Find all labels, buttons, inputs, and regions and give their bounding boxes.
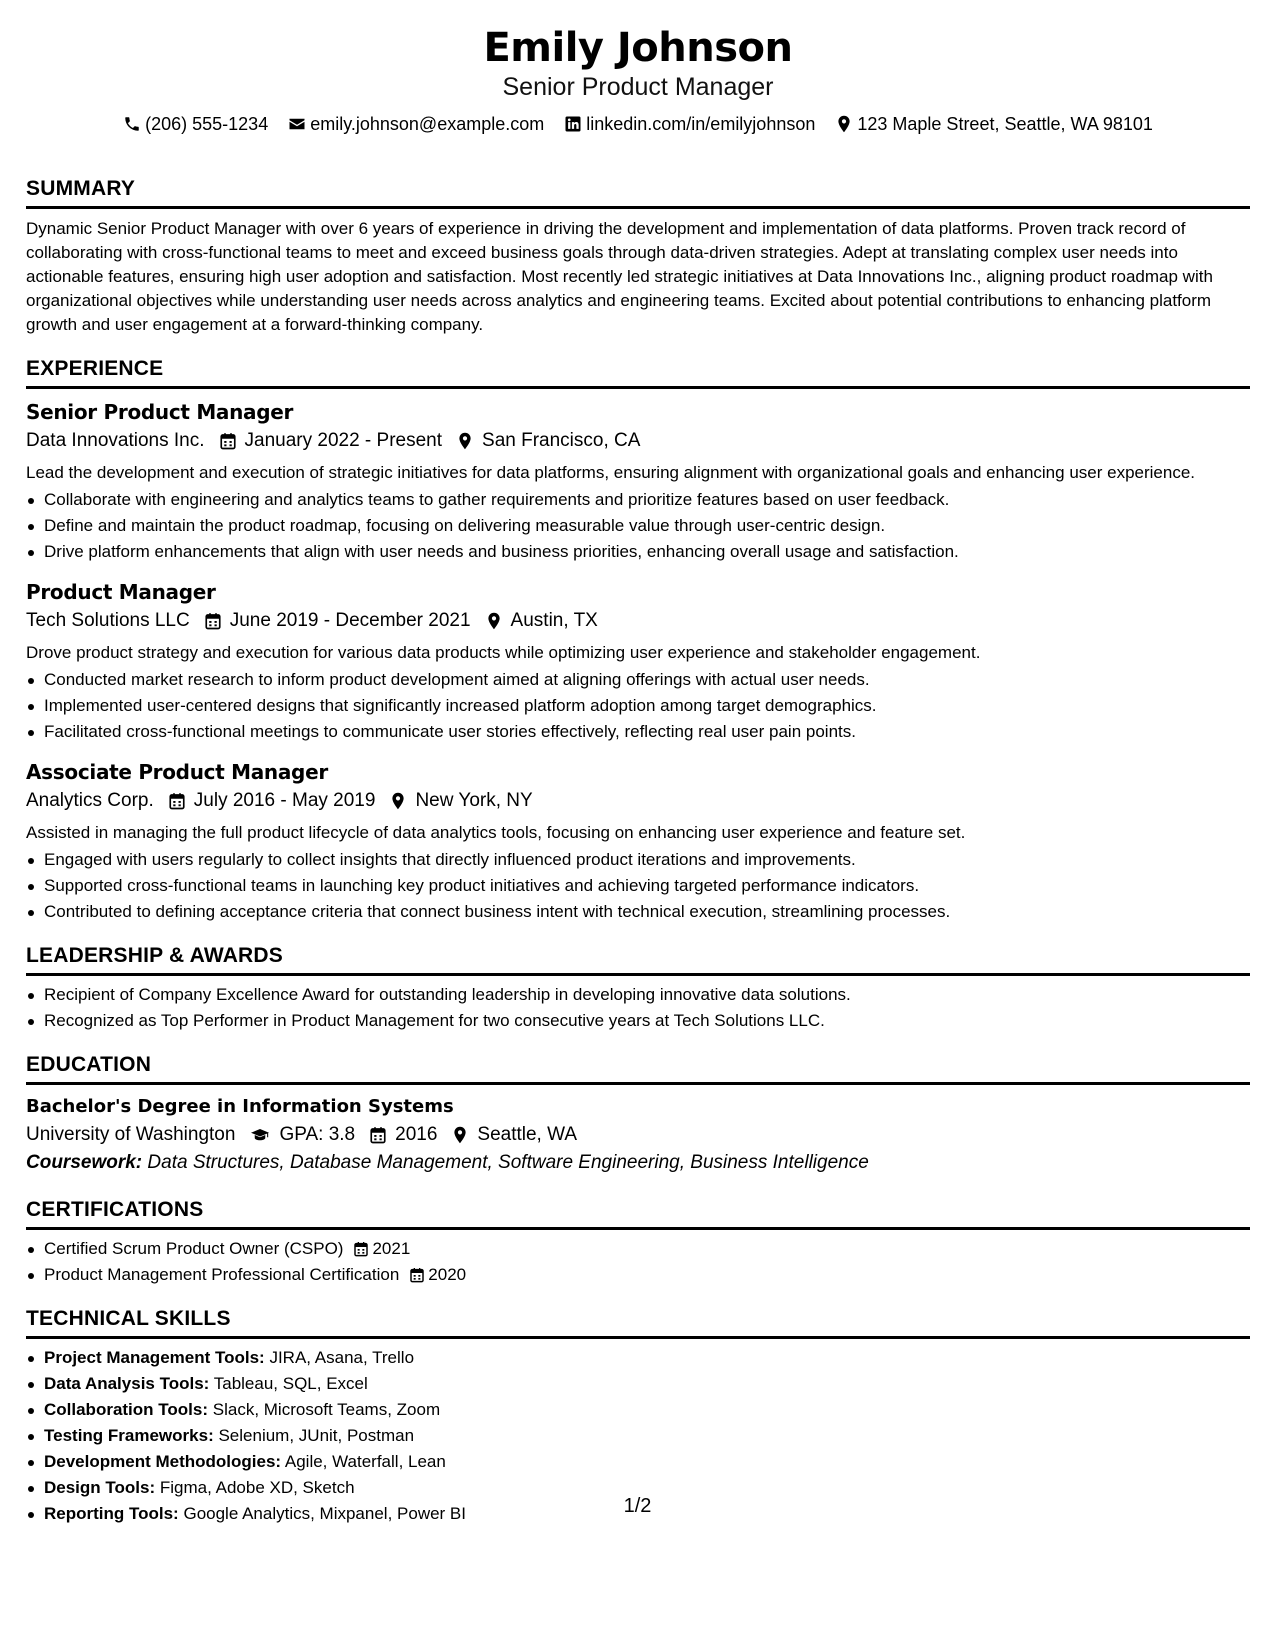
list-item: Drive platform enhancements that align with user needs and business priorities, enhancing overall usage and satisfaction. bbox=[26, 539, 1250, 565]
list-item: Contributed to defining acceptance criteria that connect business intent with technical execution, streamlining processes. bbox=[26, 899, 1250, 925]
list-item: Recipient of Company Excellence Award for outstanding leadership in developing innovative data solutions. bbox=[26, 982, 1250, 1008]
graduation-year bbox=[369, 1121, 437, 1149]
cert-name: Product Management Professional Certification bbox=[44, 1265, 400, 1284]
job-dates bbox=[204, 607, 471, 635]
map-marker-icon bbox=[835, 115, 853, 133]
phone-icon bbox=[123, 115, 141, 133]
job-dates-text: June 2019 - December 2021 bbox=[229, 610, 471, 631]
school-name: University of Washington bbox=[26, 1124, 236, 1145]
calendar-icon bbox=[369, 1126, 387, 1144]
map-marker-icon bbox=[485, 612, 503, 630]
year-text: 2016 bbox=[395, 1124, 438, 1145]
candidate-name: Emily Johnson bbox=[483, 25, 793, 71]
education-section bbox=[26, 1052, 1250, 1177]
page-number: 1/2 bbox=[623, 1495, 652, 1517]
summary-text: Dynamic Senior Product Manager with over 6 years of experience in driving the development and implementation of data platforms. Proven track record of collaborating with cross-functional teams to meet and exceed business goals through data-driven strategies. Adept at translating complex user needs into actionable features, ensuring high user adoption and satisfaction. Most recently led strategic initiatives at Data Innovations Inc., aligning product roadmap with organizational objectives while understanding user needs across analytics and engineering teams. Excited about potential contributions to enhancing platform growth and user engagement at a forward-thinking company. bbox=[26, 219, 1213, 334]
job-location-text: New York, NY bbox=[415, 790, 533, 811]
skill-label: Design Tools: bbox=[44, 1478, 156, 1497]
job-meta bbox=[26, 787, 1250, 815]
job-location-text: Austin, TX bbox=[510, 610, 598, 631]
coursework-label: Coursework: bbox=[26, 1152, 143, 1173]
skill-label: Reporting Tools: bbox=[44, 1504, 179, 1523]
phone-text: (206) 555-1234 bbox=[145, 114, 269, 134]
map-marker-icon bbox=[451, 1126, 469, 1144]
linkedin-icon bbox=[564, 115, 582, 133]
linkedin-text: linkedin.com/in/emilyjohnson bbox=[586, 114, 816, 134]
job-company: Analytics Corp. bbox=[26, 790, 154, 811]
job-location bbox=[456, 427, 640, 455]
cert-year: 2020 bbox=[428, 1265, 467, 1284]
envelope-icon bbox=[288, 115, 306, 133]
email-text: emily.johnson@example.com bbox=[310, 114, 545, 134]
job-dates-text: July 2016 - May 2019 bbox=[193, 790, 376, 811]
list-item bbox=[26, 1345, 1250, 1371]
certifications-heading: CERTIFICATIONS bbox=[26, 1197, 1250, 1230]
gpa-text: GPA: 3.8 bbox=[279, 1124, 356, 1145]
job-location-text: San Francisco, CA bbox=[482, 430, 641, 451]
skill-value: Google Analytics, Mixpanel, Power BI bbox=[183, 1504, 466, 1523]
list-item bbox=[26, 1423, 1250, 1449]
skill-label: Testing Frameworks: bbox=[44, 1426, 214, 1445]
certifications-section bbox=[26, 1197, 1250, 1288]
job-bullets bbox=[26, 847, 1250, 925]
candidate-title: Senior Product Manager bbox=[502, 73, 774, 101]
summary-section bbox=[26, 176, 1250, 337]
gpa bbox=[249, 1121, 355, 1149]
list-item bbox=[26, 1262, 1250, 1288]
skill-label: Collaboration Tools: bbox=[44, 1400, 209, 1419]
skill-value: Figma, Adobe XD, Sketch bbox=[159, 1478, 355, 1497]
job-title: Associate Product Manager bbox=[26, 760, 328, 784]
skill-value: Agile, Waterfall, Lean bbox=[284, 1452, 446, 1471]
skill-value: Tableau, SQL, Excel bbox=[213, 1374, 368, 1393]
list-item bbox=[26, 1449, 1250, 1475]
school-location-text: Seattle, WA bbox=[477, 1124, 578, 1145]
list-item: Engaged with users regularly to collect insights that directly influenced product iterations and improvements. bbox=[26, 847, 1250, 873]
list-item: Recognized as Top Performer in Product Management for two consecutive years at Tech Solutions LLC. bbox=[26, 1008, 1250, 1034]
graduation-cap-icon bbox=[249, 1126, 271, 1144]
job-bullets bbox=[26, 487, 1250, 565]
calendar-icon bbox=[219, 432, 237, 450]
education-heading: EDUCATION bbox=[26, 1052, 1250, 1085]
address-text: 123 Maple Street, Seattle, WA 98101 bbox=[857, 114, 1153, 134]
school-location bbox=[451, 1121, 577, 1149]
job-company: Data Innovations Inc. bbox=[26, 430, 205, 451]
resume-page bbox=[26, 0, 1250, 1527]
skill-label: Development Methodologies: bbox=[44, 1452, 282, 1471]
skill-value: Selenium, JUnit, Postman bbox=[218, 1426, 415, 1445]
job-title: Senior Product Manager bbox=[26, 400, 294, 424]
list-item: Implemented user-centered designs that significantly increased platform adoption among target demographics. bbox=[26, 693, 1250, 719]
skills-heading: TECHNICAL SKILLS bbox=[26, 1306, 1250, 1339]
leadership-section bbox=[26, 943, 1250, 1034]
job-dates bbox=[219, 427, 443, 455]
list-item: Collaborate with engineering and analytics teams to gather requirements and prioritize features based on user feedback. bbox=[26, 487, 1250, 513]
job-meta bbox=[26, 427, 1250, 455]
job-bullets bbox=[26, 667, 1250, 745]
list-item bbox=[26, 1236, 1250, 1262]
skill-value: Slack, Microsoft Teams, Zoom bbox=[212, 1400, 441, 1419]
job-description: Lead the development and execution of strategic initiatives for data platforms, ensuring alignment with organizational goals and enhancing user experience. bbox=[26, 463, 1195, 482]
job-entry bbox=[26, 577, 1250, 745]
certifications-list bbox=[26, 1236, 1250, 1288]
contact-linkedin[interactable] bbox=[564, 112, 815, 136]
job-entry bbox=[26, 757, 1250, 925]
map-marker-icon bbox=[456, 432, 474, 450]
calendar-icon bbox=[353, 1241, 369, 1257]
contact-phone[interactable] bbox=[123, 112, 268, 136]
job-entry bbox=[26, 397, 1250, 565]
list-item: Supported cross-functional teams in launching key product initiatives and achieving targeted performance indicators. bbox=[26, 873, 1250, 899]
job-description: Drove product strategy and execution for various data products while optimizing user experience and stakeholder engagement. bbox=[26, 643, 981, 662]
degree-title: Bachelor's Degree in Information Systems bbox=[26, 1096, 454, 1117]
skill-label: Project Management Tools: bbox=[44, 1348, 265, 1367]
calendar-icon bbox=[204, 612, 222, 630]
job-meta bbox=[26, 607, 1250, 635]
calendar-icon bbox=[409, 1267, 425, 1283]
job-location bbox=[485, 607, 598, 635]
experience-section bbox=[26, 356, 1250, 925]
leadership-list bbox=[26, 982, 1250, 1034]
contact-address bbox=[835, 112, 1153, 136]
job-description: Assisted in managing the full product lifecycle of data analytics tools, focusing on enhancing user experience and feature set. bbox=[26, 823, 966, 842]
resume-header bbox=[26, 24, 1250, 136]
education-meta bbox=[26, 1121, 1250, 1149]
list-item bbox=[26, 1371, 1250, 1397]
contact-info bbox=[26, 112, 1250, 136]
summary-heading: SUMMARY bbox=[26, 176, 1250, 209]
leadership-heading: LEADERSHIP & AWARDS bbox=[26, 943, 1250, 976]
list-item: Define and maintain the product roadmap, focusing on delivering measurable value through user-centric design. bbox=[26, 513, 1250, 539]
coursework-text: Data Structures, Database Management, Software Engineering, Business Intelligence bbox=[147, 1152, 869, 1173]
map-marker-icon bbox=[389, 792, 407, 810]
list-item bbox=[26, 1397, 1250, 1423]
list-item: Facilitated cross-functional meetings to communicate user stories effectively, reflecting real user pain points. bbox=[26, 719, 1250, 745]
experience-heading: EXPERIENCE bbox=[26, 356, 1250, 389]
job-company: Tech Solutions LLC bbox=[26, 610, 190, 631]
job-dates-text: January 2022 - Present bbox=[244, 430, 443, 451]
job-dates bbox=[168, 787, 376, 815]
skill-value: JIRA, Asana, Trello bbox=[269, 1348, 415, 1367]
job-title: Product Manager bbox=[26, 580, 216, 604]
coursework bbox=[26, 1149, 1250, 1177]
calendar-icon bbox=[168, 792, 186, 810]
cert-year: 2021 bbox=[372, 1239, 411, 1258]
list-item: Conducted market research to inform product development aimed at aligning offerings with actual user needs. bbox=[26, 667, 1250, 693]
skill-label: Data Analysis Tools: bbox=[44, 1374, 210, 1393]
contact-email[interactable] bbox=[288, 112, 544, 136]
cert-name: Certified Scrum Product Owner (CSPO) bbox=[44, 1239, 344, 1258]
job-location bbox=[389, 787, 532, 815]
